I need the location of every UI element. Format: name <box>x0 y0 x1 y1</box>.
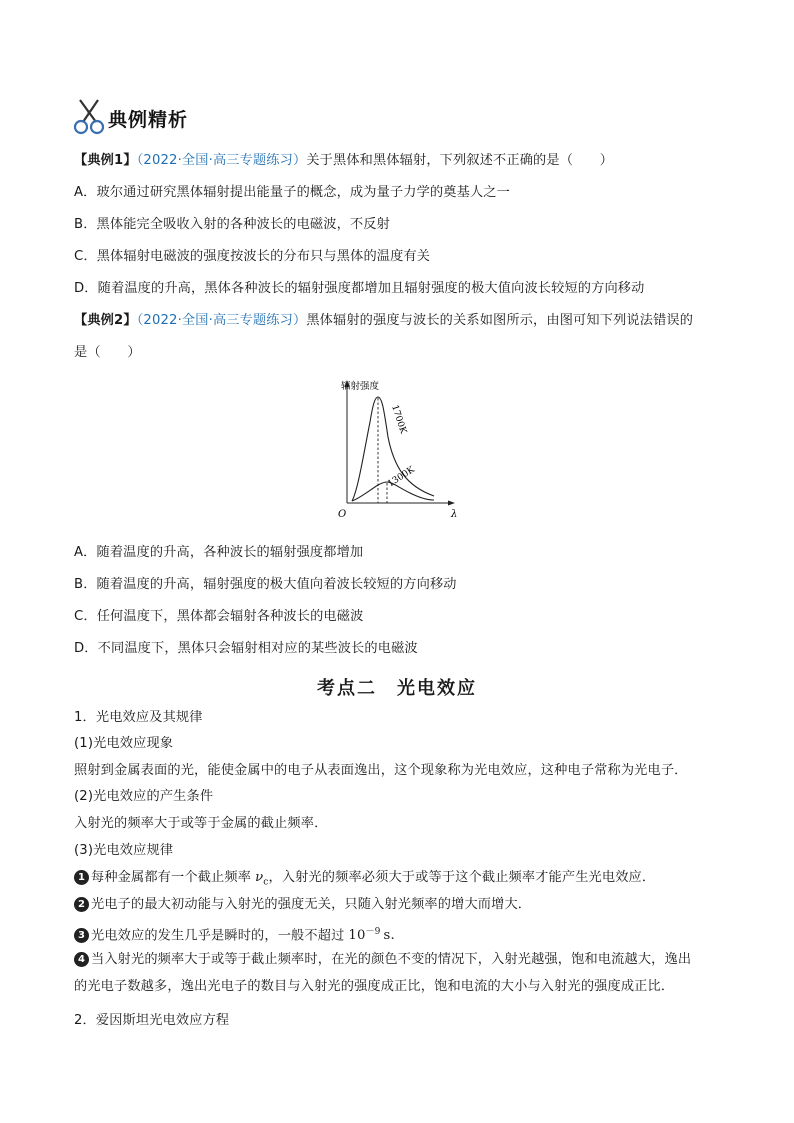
header-title: 典例精析 <box>108 109 189 131</box>
x-axis-arrow <box>448 501 455 506</box>
rule-3-exponent: －9 <box>365 927 381 937</box>
rule-4-line2: 的光电子数越多，逸出光电子的数目与入射光的强度成正比，饱和电流的大小与入射光的强度成正比． <box>74 979 675 994</box>
example2-option-d: D．不同温度下，黑体只会辐射相对应的某些波长的电磁波 <box>74 641 418 656</box>
rule-4-text-line1: 当入射光的频率大于或等于截止频率时，在光的颜色不变的情况下，入射光越强，饱和电流越大，逸出 <box>91 952 692 967</box>
rule-3-text-pre: 光电效应的发生几乎是瞬时的，一般不超过 <box>91 928 345 944</box>
example1-option-c: C．黑体辐射电磁波的强度按波长的分布只与黑体的温度有关 <box>74 249 431 264</box>
subsection-3-title: (3)光电效应规律 <box>74 843 174 858</box>
example2-question-line2: 是（ ） <box>74 345 141 360</box>
example2-tag: 【典例2】 <box>74 313 137 328</box>
example2-option-a: A．随着温度的升高，各种波长的辐射强度都增加 <box>74 545 364 560</box>
example1-option-d: D．随着温度的升高，黑体各种波长的辐射强度都增加且辐射强度的极大值向波长较短的方向移动 <box>74 281 645 296</box>
subsection-1-title: (1)光电效应现象 <box>74 736 174 751</box>
blackbody-figure <box>330 372 464 520</box>
curve-1300k-label: 1300K <box>386 464 417 490</box>
example2-option-c: C．任何温度下，黑体都会辐射各种波长的电磁波 <box>74 609 364 624</box>
curve-1700k-label: 1700K <box>389 403 408 436</box>
rule-3-number: 3 <box>74 928 89 943</box>
rule-3-base: 10 <box>348 928 366 944</box>
example1-option-a: A．玻尔通过研究黑体辐射提出能量子的概念，成为量子力学的奠基人之一 <box>74 185 510 200</box>
rule-1-text-post: ，入射光的频率必须大于或等于这个截止频率才能产生光电效应． <box>268 870 656 885</box>
scissors-icon <box>72 96 108 136</box>
rule-2-text: 光电子的最大初动能与入射光的强度无关，只随入射光频率的增大而增大． <box>91 897 532 912</box>
example2-question <box>74 311 693 331</box>
rule-3-unit: s. <box>383 928 395 944</box>
x-axis-label: λ <box>451 509 458 520</box>
example1-question <box>74 151 613 171</box>
rule-2 <box>74 895 531 915</box>
subsection-1-text: 照射到金属表面的光，能使金属中的电子从表面逸出，这个现象称为光电效应，这种电子常称为光电子． <box>74 763 688 778</box>
example2-question-line1: 黑体辐射的强度与波长的关系如图所示，由图可知下列说法错误的 <box>306 313 694 328</box>
example1-tag: 【典例1】 <box>74 153 137 168</box>
blackbody-figure-svg <box>330 372 464 520</box>
section-heading-2: 2．爱因斯坦光电效应方程 <box>74 1013 230 1028</box>
rule-1 <box>74 868 655 893</box>
rule-4-number: 4 <box>74 952 89 967</box>
example1-question-text: 关于黑体和黑体辐射，下列叙述不正确的是（ ） <box>306 153 614 168</box>
section-heading-1: 1．光电效应及其规律 <box>74 710 203 725</box>
subsection-2-title: (2)光电效应的产生条件 <box>74 789 214 804</box>
rule-2-number: 2 <box>74 897 89 912</box>
origin-label: O <box>338 509 347 520</box>
example1-option-b: B．黑体能完全吸收入射的各种波长的电磁波，不反射 <box>74 217 390 232</box>
rule-1-number: 1 <box>74 870 89 885</box>
example1-source: （2022·全国·高三专题练习） <box>136 153 307 168</box>
example2-source: （2022·全国·高三专题练习） <box>136 313 307 328</box>
rule-3 <box>74 922 395 946</box>
rule-1-symbol: ν <box>255 870 264 885</box>
section-title: 考点二 光电效应 <box>317 678 477 699</box>
rule-1-text-pre: 每种金属都有一个截止频率 <box>91 870 252 885</box>
example2-option-b: B．随着温度的升高，辐射强度的极大值向着波长较短的方向移动 <box>74 577 457 592</box>
y-axis-label: 辐射强度 <box>341 381 380 392</box>
rule-4 <box>74 950 691 970</box>
rule-1-subscript: c <box>263 877 269 888</box>
subsection-2-text: 入射光的频率大于或等于金属的截止频率． <box>74 816 328 831</box>
